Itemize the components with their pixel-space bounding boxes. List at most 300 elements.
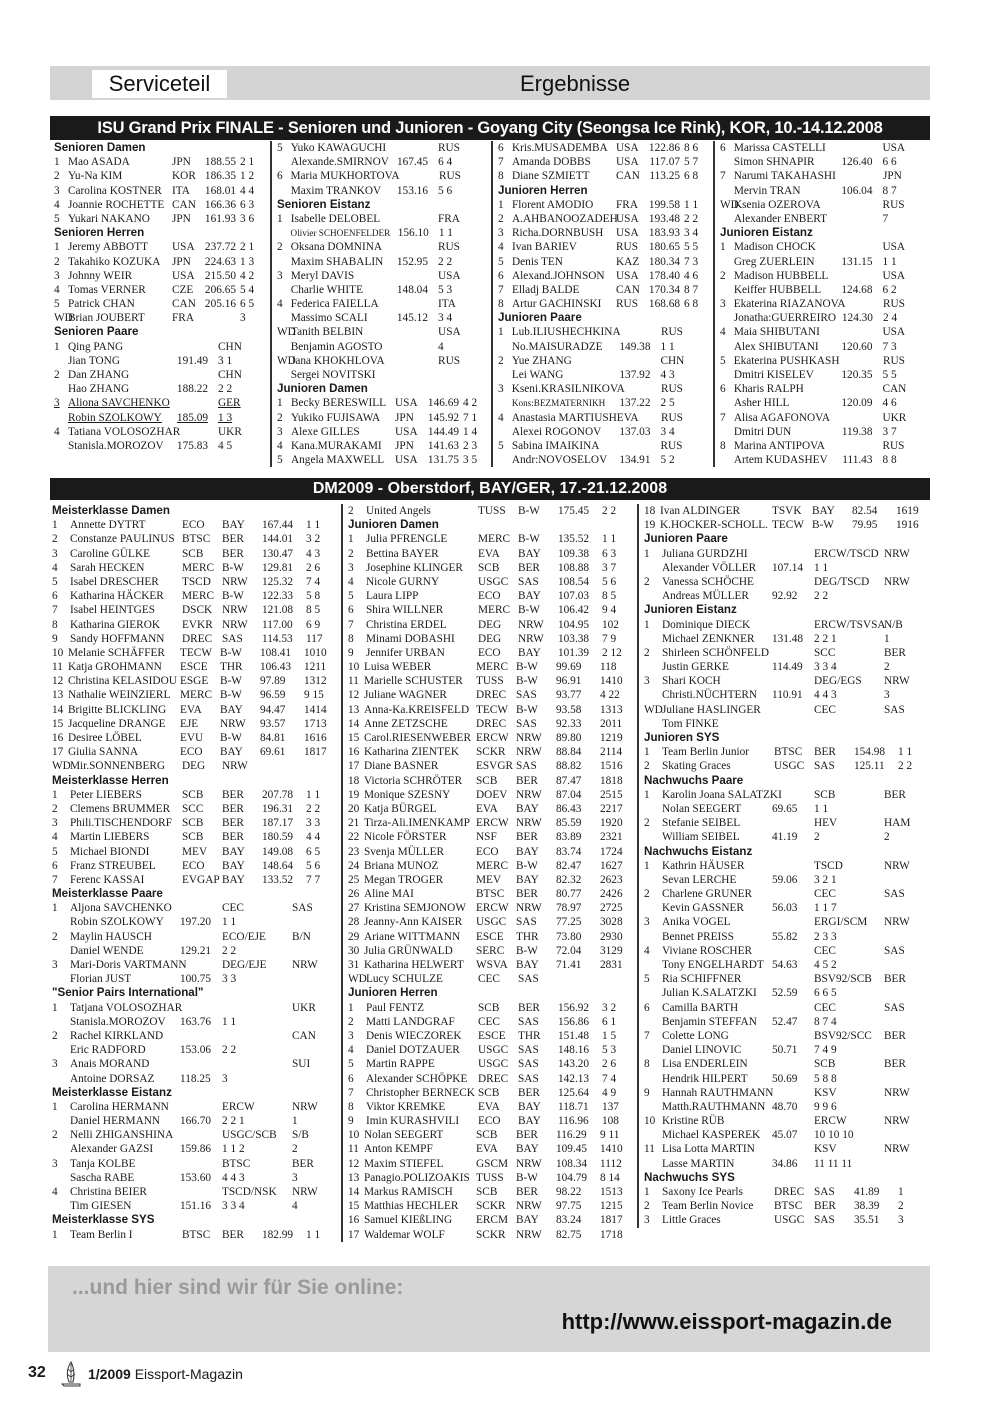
skater-name-cell: Briana MUNOZ: [364, 859, 439, 872]
result-row: [52, 731, 336, 745]
result-row: [498, 382, 710, 396]
points-cell: 131.15: [841, 255, 873, 268]
placements-cell: 2 6: [306, 561, 321, 574]
result-row: [348, 1157, 634, 1171]
result-row: [54, 425, 268, 439]
skater-name-cell: Kseni.KRASILNIKOVA: [511, 383, 625, 396]
result-row: [644, 504, 934, 518]
skater-name-cell: Sabina IMAIKINA: [511, 439, 600, 452]
rank-cell: 2: [644, 760, 650, 773]
skater-name-cell: Dominique DIECK: [662, 618, 751, 631]
points-cell: 188.55: [204, 156, 236, 169]
state-cell: BAY: [516, 1214, 539, 1227]
skater-name-cell: Jana KHOKHLOVA: [291, 354, 385, 367]
placements-cell: 2321: [600, 831, 623, 844]
result-row: [348, 802, 634, 816]
points-cell: [180, 1100, 222, 1114]
points-cell: 93.77: [556, 689, 582, 702]
skater-name-cell: Artem KUDASHEV: [733, 454, 828, 467]
placements-cell: 137: [602, 1100, 619, 1113]
state-cell: BER: [292, 1157, 314, 1170]
club-or-placements-cell: KSV: [814, 1143, 837, 1156]
result-row: [52, 518, 336, 532]
state-cell: [884, 1015, 924, 1029]
skater-name-cell: Yuko KAWAGUCHI: [290, 142, 387, 154]
rank-cell: 4: [277, 298, 283, 311]
club-cell: SERC: [476, 944, 505, 957]
skater-name-cell: Jian TONG: [68, 354, 120, 367]
category-heading: Meisterklasse Paare: [52, 887, 163, 901]
state-cell: B-W: [518, 604, 540, 617]
gpf-results-column-2: [270, 141, 487, 467]
nation-or-placements-cell: 4 5: [218, 439, 233, 452]
club-cell: EVGAP: [182, 873, 220, 886]
skater-name-cell: Robin SZOLKOWY: [70, 916, 164, 929]
state-cell: BAY: [518, 1115, 541, 1128]
result-row: [498, 269, 710, 283]
nation-or-placements-cell: [434, 368, 487, 382]
points-cell: [772, 1086, 814, 1100]
points-cell: 79.95: [852, 519, 878, 532]
points-cell: 41.89: [854, 1186, 880, 1198]
category-heading: Meisterklasse Eistanz: [52, 1085, 172, 1099]
rank-cell: 25: [348, 873, 360, 886]
nation-or-placements-cell: 4 3: [660, 369, 675, 381]
rank-cell: [498, 340, 512, 354]
rank-cell: 3: [54, 184, 60, 197]
nation-or-placements-cell: RUS: [437, 241, 460, 254]
skater-name-cell: Samuel KIEßLING: [364, 1214, 453, 1227]
points-cell: 137.22: [619, 397, 651, 410]
skater-name-cell: Joannie ROCHETTE: [68, 198, 165, 211]
result-row: [52, 930, 336, 944]
placements-cell: 1410: [600, 675, 623, 688]
skater-name-cell: Lisa ENDERLEIN: [662, 1058, 748, 1071]
points-cell: 87.47: [556, 774, 582, 787]
club-or-placements-cell: DEG/EJE: [222, 959, 267, 971]
state-cell: NRW: [516, 902, 542, 915]
state-cell: SAS: [884, 888, 905, 901]
state-cell: NRW: [518, 632, 544, 645]
rank-cell: [720, 425, 734, 439]
points-cell: 180.65: [648, 241, 680, 254]
state-cell: CAN: [292, 1029, 316, 1042]
club-or-placements-cell: 1 1 2: [222, 1143, 245, 1156]
category-heading: Junioren Eistanz: [644, 603, 737, 617]
rank-cell: 5: [348, 1058, 354, 1071]
rank-cell: 27: [348, 902, 360, 915]
result-row: [277, 297, 487, 311]
skater-name-cell: Tim GIESEN: [70, 1200, 132, 1213]
placements-cell: 3 2: [602, 1001, 617, 1014]
rank-cell: [54, 411, 68, 425]
nation-or-placements-cell: USA: [438, 326, 461, 339]
skater-name-cell: Juliane WAGNER: [364, 689, 447, 702]
nation-cell: USA: [616, 142, 639, 154]
points-cell: 131.48: [772, 632, 804, 645]
points-cell: 96.59: [260, 689, 286, 702]
state-cell: BER: [222, 802, 244, 815]
rank-cell: 11: [348, 1143, 359, 1156]
state-cell: BER: [884, 1029, 906, 1042]
rank-cell: [277, 226, 290, 240]
state-cell: SAS: [884, 944, 905, 957]
rank-cell: [277, 340, 291, 354]
skater-name-cell: Jeremy ABBOTT: [68, 241, 149, 254]
rank-cell: 12: [348, 689, 360, 702]
skate-feather-logo-icon: [58, 1360, 84, 1388]
skater-name-cell: Carolina KOSTNER: [68, 184, 162, 197]
points-cell: 215.50: [204, 269, 236, 282]
skater-name-cell: Skating Graces: [662, 760, 731, 773]
placements-cell: 1817: [600, 1214, 623, 1227]
result-row: [644, 958, 934, 972]
club-or-placements-cell: 3: [222, 1072, 228, 1085]
points-cell: 152.95: [396, 255, 428, 268]
club-cell: SCKR: [476, 746, 506, 759]
rank-cell: 8: [644, 1058, 650, 1071]
rank-cell: 14: [348, 1186, 360, 1198]
result-row: [348, 703, 634, 717]
rank-cell: [720, 212, 734, 226]
state-cell: NRW: [516, 1200, 542, 1213]
points-cell: 107.03: [558, 590, 590, 603]
points-cell: 149.08: [262, 845, 294, 858]
nation-cell: USA: [172, 269, 195, 282]
result-row: [644, 1128, 934, 1142]
rank-cell: 3: [54, 269, 60, 282]
placements-cell: 7 1: [463, 411, 478, 424]
state-cell: NRW: [222, 575, 248, 588]
rank-cell: 1: [644, 859, 650, 872]
points-cell: 103.38: [558, 632, 590, 645]
skater-name-cell: Maria MUKHORTOVA: [290, 170, 400, 183]
points-cell: [772, 646, 814, 660]
skater-name-cell: Yue ZHANG: [511, 354, 572, 367]
placements-cell: [602, 972, 628, 986]
rank-cell: 10: [348, 661, 360, 674]
points-cell: 167.45: [396, 156, 429, 169]
rank-cell: 7: [644, 1029, 650, 1042]
category-heading: Meisterklasse SYS: [52, 1213, 155, 1227]
nation-cell: JPN: [172, 212, 191, 225]
points-cell: 142.13: [558, 1072, 590, 1085]
rank-cell: 5: [277, 142, 283, 154]
skater-name-cell: Florian JUST: [70, 973, 132, 986]
result-row: [277, 439, 487, 453]
club-cell: EVA: [478, 547, 500, 560]
nation-or-placements-cell: RUS: [882, 439, 905, 452]
points-cell: [180, 958, 222, 972]
rank-cell: 7: [348, 1086, 354, 1099]
rank-cell: [52, 944, 70, 958]
result-row: [52, 632, 336, 646]
result-row: [277, 396, 487, 410]
result-row: [54, 269, 268, 283]
points-cell: 48.70: [772, 1100, 798, 1113]
skater-name-cell: Oksana DOMNINA: [290, 241, 383, 254]
points-cell: 94.47: [260, 703, 286, 716]
nation-or-placements-cell: 4 6: [882, 397, 897, 410]
skater-name-cell: Robin SZOLKOWY: [68, 411, 162, 424]
website-link[interactable]: http://www.eissport-magazin.de: [561, 1309, 892, 1334]
result-row: [54, 155, 268, 169]
skater-name-cell: Tony ENGELHARDT: [662, 959, 764, 971]
skater-name-cell: Bettina BAYER: [366, 547, 439, 560]
points-cell: [180, 1001, 222, 1015]
rank-cell: 15: [52, 717, 64, 730]
points-cell: 121.08: [262, 604, 294, 617]
club-or-placements-cell: 2 3 3: [814, 930, 837, 943]
result-row: [52, 745, 336, 759]
club-or-placements-cell: SCC: [814, 646, 836, 659]
skater-name-cell: Giulia SANNA: [68, 746, 138, 759]
club-cell: BTSC: [774, 746, 803, 759]
skater-name-cell: Elladj BALDE: [512, 283, 580, 296]
skater-name-cell: Isabel DRESCHER: [70, 575, 159, 588]
skater-name-cell: Nelli ZHIGANSHINA: [70, 1129, 174, 1142]
skater-name-cell: Narumi TAKAHASHI: [733, 170, 836, 183]
result-row: [277, 155, 487, 169]
club-or-placements-cell: ECO/EJE: [222, 930, 266, 943]
skater-name-cell: Alexander SCHÖPKE: [366, 1072, 468, 1085]
rank-cell: [277, 311, 291, 325]
points-cell: [772, 618, 814, 632]
skater-name-cell: Meryl DAVIS: [290, 269, 355, 282]
points-cell: 182.99: [262, 1228, 294, 1241]
skater-name-cell: Ivan ALDINGER: [660, 505, 741, 517]
result-row: [498, 255, 710, 269]
state-cell: SAS: [814, 760, 835, 773]
result-row: [348, 561, 634, 575]
result-row: [644, 575, 934, 589]
result-row: [52, 830, 336, 844]
category-heading: Junioren Herren: [498, 183, 588, 197]
state-cell: [292, 1072, 332, 1086]
placements-cell: 6 5: [306, 845, 321, 858]
skater-name-cell: Daniel LINOVIC: [662, 1044, 742, 1057]
category-heading: Junioren Eistanz: [720, 226, 813, 240]
skater-name-cell: Yu-Na KIM: [68, 170, 123, 183]
rank-cell: 1: [54, 241, 60, 254]
rank-cell: WD: [348, 973, 367, 986]
placements-cell: 2 2: [306, 802, 321, 815]
result-row: [348, 830, 634, 844]
club-cell: DEG: [478, 632, 502, 645]
skater-name-cell: Yukiko FUJISAWA: [291, 411, 381, 424]
skater-name-cell: Denis TEN: [512, 255, 563, 268]
result-row: [54, 368, 268, 382]
points-cell: 180.34: [648, 255, 680, 268]
rank-cell: 5: [348, 590, 354, 603]
skater-name-cell: Michael BIONDI: [70, 845, 150, 858]
result-row: [277, 141, 487, 155]
state-cell: [292, 915, 332, 929]
skater-name-cell: Alexander VÖLLER: [662, 561, 757, 574]
skater-name-cell: Sarah HECKEN: [70, 561, 145, 574]
service-label: Serviceteil: [92, 70, 227, 98]
points-cell: 199.58: [648, 198, 680, 211]
rank-cell: 1: [644, 1186, 650, 1198]
rank-cell: 20: [348, 802, 360, 815]
rank-cell: WD: [52, 760, 71, 773]
points-cell: 108.34: [556, 1157, 588, 1170]
state-cell: B-W: [516, 859, 538, 872]
rank-cell: 1: [52, 1228, 58, 1241]
points-cell: 82.75: [556, 1228, 582, 1241]
rank-cell: 4: [54, 283, 60, 296]
points-cell: [389, 325, 434, 339]
result-row: [348, 972, 634, 986]
state-cell: SAS: [516, 916, 537, 929]
rank-cell: 8: [498, 170, 504, 183]
skater-name-cell: Martin RAPPE: [366, 1058, 435, 1071]
points-cell: [833, 382, 879, 396]
placements-cell: 2114: [600, 746, 623, 759]
skater-name-cell: Alexe GILLES: [291, 425, 360, 438]
rank-cell: 23: [348, 845, 360, 858]
points-cell: [168, 340, 214, 354]
result-row: [644, 1100, 934, 1114]
nation-or-placements-cell: 3 7: [882, 425, 897, 438]
rank-cell: 19: [348, 788, 360, 801]
placements-cell: 1 4: [463, 425, 478, 438]
nation-or-placements-cell: RUS: [660, 439, 683, 452]
state-cell: NRW: [884, 1086, 910, 1099]
category-heading: Meisterklasse Damen: [52, 504, 170, 517]
points-cell: 55.82: [772, 930, 798, 943]
rank-cell: [720, 155, 734, 169]
rank-cell: 4: [277, 439, 283, 452]
club-cell: EVKR: [182, 618, 213, 631]
points-cell: [168, 396, 214, 410]
state-cell: BER: [518, 561, 540, 574]
skater-name-cell: Anna-Ka.KREISFELD: [364, 703, 470, 716]
result-row: [54, 354, 268, 368]
club-cell: BTSC: [182, 533, 211, 546]
club-or-placements-cell: 4 4 3: [814, 689, 837, 702]
skater-name-cell: Tatjana VOLOSOZHAR: [70, 1001, 183, 1014]
points-cell: 163.76: [180, 1015, 212, 1028]
skater-name-cell: Marina ANTIPOVA: [733, 439, 825, 452]
points-cell: 88.82: [556, 760, 582, 773]
skater-name-cell: Ksenia OZEROVA: [734, 198, 821, 211]
result-row: [644, 589, 934, 603]
result-row: [277, 184, 487, 198]
skater-name-cell: Patrick CHAN: [68, 298, 135, 311]
rank-cell: 7: [348, 618, 354, 631]
club-cell: EVA: [180, 703, 202, 716]
rank-cell: 1: [348, 1001, 354, 1014]
result-row: [720, 340, 932, 354]
rank-cell: [644, 717, 662, 731]
skater-name-cell: Tomas VERNER: [68, 283, 146, 296]
rank-cell: 4: [54, 425, 60, 438]
points-cell: 108.88: [558, 561, 590, 574]
skater-name-cell: Yukari NAKANO: [68, 212, 150, 225]
nation-or-placements-cell: 7 3: [882, 340, 897, 353]
placements-cell: 1211: [304, 661, 327, 674]
placements-cell: 1313: [600, 703, 623, 716]
club-or-placements-cell: ERCW: [222, 1100, 255, 1113]
points-cell: [180, 1029, 222, 1043]
result-row: [52, 1029, 336, 1043]
placements-cell: 2 2: [602, 505, 617, 517]
points-cell: [389, 297, 434, 311]
result-row: [52, 816, 336, 830]
rank-cell: 9: [644, 1086, 650, 1099]
placements-cell: 9 15: [304, 689, 324, 702]
skater-name-cell: K.HOCKER-SCHOLL.: [660, 519, 768, 532]
rank-cell: [498, 453, 512, 467]
rank-cell: 6: [644, 1001, 650, 1014]
result-row: [54, 411, 268, 425]
state-cell: NRW: [222, 760, 248, 773]
points-cell: 186.35: [204, 170, 236, 183]
placements-cell: [306, 759, 332, 773]
club-or-placements-cell: HEV: [814, 817, 838, 830]
result-row: [644, 632, 934, 646]
skater-name-cell: Johnny WEIR: [68, 269, 133, 282]
club-or-placements-cell: KSV: [814, 1086, 837, 1099]
points-cell: 73.80: [556, 930, 582, 943]
club-cell: MERC: [478, 604, 511, 617]
club-or-placements-cell: 10 10 10: [814, 1129, 854, 1142]
state-cell: BER: [516, 774, 538, 787]
points-cell: 93.57: [260, 717, 286, 730]
result-row: [52, 532, 336, 546]
state-cell: N/B: [884, 618, 903, 631]
rank-cell: 4: [644, 944, 650, 957]
result-row: [348, 1142, 634, 1156]
state-cell: SAS: [222, 632, 243, 645]
state-cell: [884, 1072, 924, 1086]
category-heading: Junioren SYS: [644, 731, 720, 744]
rank-cell: 11: [348, 675, 359, 688]
result-row: [277, 453, 487, 467]
skater-name-cell: Tatiana VOLOSOZHAR: [68, 425, 181, 438]
rank-cell: [720, 283, 734, 297]
club-or-placements-cell: BTSC: [222, 1157, 251, 1170]
skater-name-cell: Markus RAMISCH: [364, 1186, 453, 1198]
result-row: [348, 930, 634, 944]
skater-name-cell: Carol.RIESENWEBER: [364, 732, 471, 744]
skater-name-cell: Sergei NOVITSKI: [290, 369, 376, 381]
result-row: [644, 1043, 934, 1057]
nation-cell: ITA: [172, 184, 190, 197]
points-cell: 93.58: [556, 703, 582, 716]
state-cell: BAY: [222, 845, 245, 858]
points-cell: 166.36: [204, 198, 236, 211]
result-row: [277, 226, 487, 240]
skater-name-cell: Ekaterina PUSHKASH: [733, 354, 840, 367]
state-cell: HAM: [884, 817, 911, 830]
club-cell: USGC: [478, 1044, 509, 1057]
points-cell: [180, 901, 222, 915]
club-cell: EVA: [478, 1100, 500, 1113]
result-row: [52, 660, 336, 674]
skater-name-cell: Waldemar WOLF: [364, 1228, 445, 1241]
result-row: [644, 986, 934, 1000]
points-cell: 82.54: [852, 505, 878, 517]
rank-cell: 1: [644, 618, 650, 631]
rank-cell: 3: [644, 675, 650, 688]
points-cell: 134.91: [619, 454, 651, 467]
rank-cell: 4: [52, 1186, 58, 1198]
skater-name-cell: Megan TROGER: [364, 873, 444, 886]
result-row: [644, 873, 934, 887]
result-row: [52, 703, 336, 717]
